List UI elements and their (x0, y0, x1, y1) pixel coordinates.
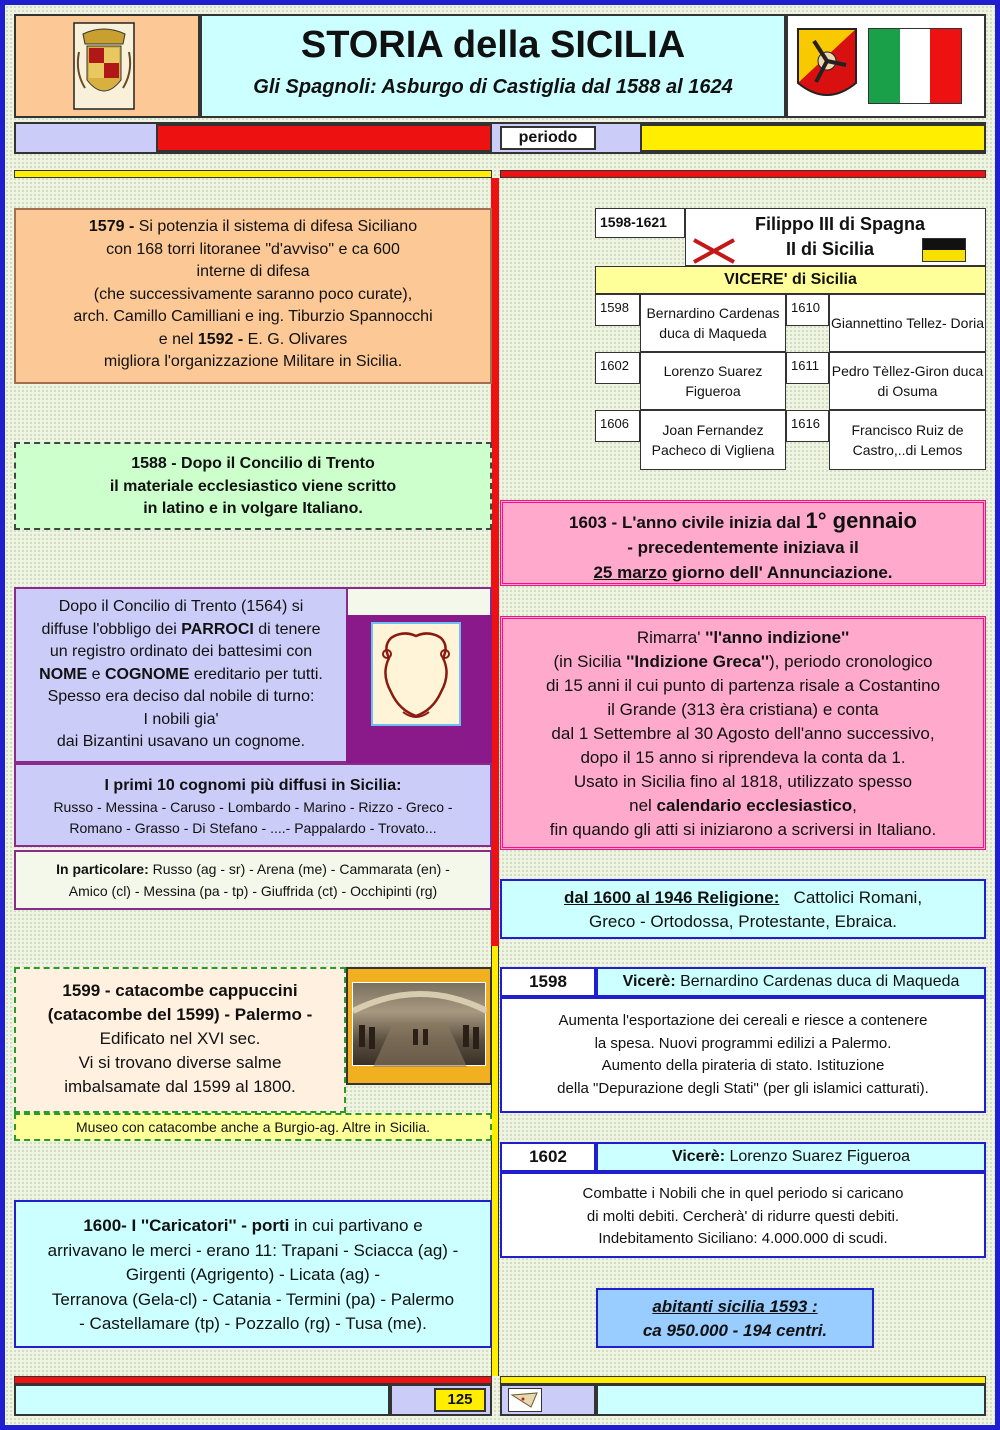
viceroy-name: Pedro Tèllez-Giron duca di Osuma (829, 352, 986, 410)
v1602-header (596, 1142, 986, 1172)
nome-keyword: NOME (39, 665, 88, 683)
difesa-line1: Si potenzia il sistema di difesa Siciliano (134, 218, 418, 235)
viceroy-year: 1602 (595, 352, 640, 384)
parroci-line1: Dopo il Concilio di Trento (1564) si (58, 598, 304, 615)
viceroy-year: 1616 (786, 410, 829, 442)
indizione-line2-rest: ), periodo cronologico (769, 652, 933, 671)
venticinque-marzo: 25 marzo (593, 563, 668, 582)
museo-box: Museo con catacombe anche a Burgio-ag. Altre in Sicilia. (14, 1113, 492, 1141)
viceroy-year: 1598 (595, 294, 640, 326)
page-title: STORIA della SICILIA (300, 24, 686, 66)
cognomi-line2: Romano - Grasso - Di Stefano - ....- Pappalardo - Trovato... (69, 820, 437, 836)
indizione-line9: fin quando gli atti si iniziarono a scriversi in Italiano. (549, 820, 937, 839)
parroci-line2-post: di tenere (253, 620, 321, 638)
burgundy-cross-flag (692, 238, 736, 264)
vicere-label: Vicerè: (671, 1148, 726, 1165)
page-number: 125 (434, 1388, 486, 1412)
v1598-name: Bernardino Cardenas duca di Maqueda (675, 973, 960, 990)
abitanti-title: abitanti sicilia 1593 : (652, 1297, 818, 1316)
gennaio-line1: 1603 - L'anno civile inizia dal (569, 513, 806, 532)
parroci-line7: dai Bizantini usavano un cognome. (56, 733, 306, 750)
indizione-line5: dal 1 Settembre al 30 Agosto dell'anno successivo, (551, 724, 935, 743)
sicily-trinacria-flag (796, 27, 858, 107)
indizione-line8-post: , (852, 796, 857, 815)
viceroy-year: 1610 (786, 294, 829, 326)
caricatori-line5: - Castellamare (tp) - Pozzallo (rg) - Tusa (me). (79, 1314, 427, 1333)
difesa-line6: E. G. Olivares (243, 330, 348, 348)
particolare-box (14, 850, 492, 910)
indizione-line3: di 15 anni il cui punto di partenza risale a Costantino (545, 676, 941, 695)
cognomi-line1: Russo - Messina - Caruso - Lombardo - Marino - Rizzo - Greco - (53, 799, 453, 815)
caricatori-line1: in cui partivano e (289, 1216, 423, 1235)
caricatori-title: 1600- I ''Caricatori'' - porti (83, 1216, 290, 1235)
cognomi-box (14, 763, 492, 847)
concilio-box (14, 442, 492, 530)
v1598-line2: la spesa. Nuovi programmi edilizi a Palermo. (594, 1034, 892, 1052)
catacombe-line2: (catacombe del 1599) - Palermo - (47, 1005, 313, 1024)
difesa-line3: interne di difesa (196, 263, 310, 280)
cognomi-title: I primi 10 cognomi più diffusi in Sicilia: (104, 777, 402, 794)
caricatori-line4: Terranova (Gela-cl) - Catania - Termini (pa) - Palermo (51, 1289, 455, 1309)
parroci-keyword: PARROCI (181, 620, 254, 638)
viceroy-year: 1611 (786, 352, 829, 384)
indizione-line2-pre: (in Sicilia (553, 652, 627, 671)
viceroy-name: Francisco Ruiz de Castro,..di Lemos (829, 410, 986, 470)
sicily-map-thumbnail (508, 1388, 542, 1412)
caricatori-box (14, 1200, 492, 1348)
v1598-line3: Aumento della pirateria di stato. Istituzione (601, 1057, 885, 1074)
viceroy-name: Lorenzo Suarez Figueroa (640, 352, 786, 410)
left-top-yellow-bar (14, 170, 492, 178)
indizione-line4: il Grande (313 èra cristiana) e conta (607, 700, 879, 719)
indizione-greca: ''Indizione Greca'' (626, 652, 770, 671)
indizione-box (500, 616, 986, 850)
anno-indizione: ''l'anno indizione'' (705, 628, 850, 647)
periodo-yellow-bar (640, 124, 986, 152)
v1598-year: 1598 (500, 967, 596, 997)
v1602-line3: Indebitamento Siciliano: 4.000.000 di scudi. (598, 1230, 888, 1247)
right-top-red-bar (500, 170, 986, 178)
catacombe-box (14, 967, 346, 1113)
catacombe-line4: Vi si trovano diverse salme (78, 1053, 282, 1072)
difesa-year: 1579 - (88, 218, 135, 235)
parroci-box (14, 587, 348, 763)
difesa-line6-pre: e nel (158, 330, 198, 348)
v1598-header (596, 967, 986, 997)
gennaio-line3: giorno dell' Annunciazione. (667, 563, 893, 582)
vicere-label: Vicerè: (622, 973, 676, 990)
difesa-box (14, 208, 492, 384)
v1598-line4: della "Depurazione degli Stati" (per gli islamici catturati). (557, 1079, 929, 1097)
footer-right-cyan (596, 1384, 986, 1416)
concilio-line1: 1588 - Dopo il Concilio di Trento (131, 455, 375, 472)
timeline-red-line (491, 178, 499, 946)
v1598-line1: Aumenta l'esportazione dei cereali e riesce a contenere (558, 1012, 928, 1029)
periodo-red-bar (156, 124, 492, 152)
timeline-yellow-line (491, 946, 499, 1376)
v1602-line1: Combatte i Nobili che in quel periodo si caricano (582, 1185, 904, 1202)
indizione-line6: dopo il 15 anno si riprendeva la conta da 1. (580, 748, 906, 767)
italian-flag (868, 28, 962, 104)
king-period: 1598-1621 (595, 208, 685, 238)
difesa-line2: con 168 torri litoranee "d'avviso" e ca 600 (106, 240, 400, 258)
v1602-line2: di molti debiti. Cercherà' di ridurre questi debiti. (586, 1207, 900, 1225)
concilio-line2: il materiale ecclesiastico viene scritto (109, 477, 397, 495)
difesa-line4: (che successivamente saranno poco curate), (93, 285, 413, 303)
difesa-year-1592: 1592 - (197, 330, 244, 348)
particolare-line1: Russo (ag - sr) - Arena (me) - Cammarata (en) - (148, 861, 450, 877)
v1602-name: Lorenzo Suarez Figueroa (725, 1148, 911, 1165)
title-panel (200, 14, 786, 118)
concilio-line3: in latino e in volgare Italiano. (143, 500, 363, 517)
parroci-line6: I nobili gia' (143, 710, 219, 728)
parroci-line4-post: ereditario per tutti. (189, 665, 323, 683)
v1598-box (500, 997, 986, 1113)
parroci-line3: un registro ordinato dei battesimi con (49, 643, 313, 660)
calendario-ecclesiastico: calendario ecclesiastico (656, 796, 853, 815)
abitanti-value: ca 950.000 - 194 centri. (642, 1321, 828, 1340)
parroci-line4-mid: e (87, 665, 105, 683)
abitanti-box (596, 1288, 874, 1348)
catacombe-line3: Edificato nel XVI sec. (99, 1029, 261, 1048)
cartouche-image (371, 622, 461, 726)
v1602-box (500, 1172, 986, 1258)
religione-title: dal 1600 al 1946 Religione: (563, 888, 780, 907)
religione-box (500, 879, 986, 939)
gennaio-box (500, 500, 986, 586)
palermo-coat-of-arms (73, 22, 135, 110)
viceroy-name: Bernardino Cardenas duca di Maqueda (640, 294, 786, 352)
page-subtitle: Gli Spagnoli: Asburgo di Castiglia dal 1588 al 1624 (253, 76, 733, 98)
indizione-line1-pre: Rimarra' (636, 628, 706, 647)
catacombe-line5: imbalsamate dal 1599 al 1800. (64, 1077, 296, 1096)
catacombe-photo (352, 982, 486, 1066)
cognome-keyword: COGNOME (104, 665, 190, 683)
difesa-line5: arch. Camillo Camilliani e ing. Tiburzio Spannocchi (73, 308, 433, 325)
v1602-year: 1602 (500, 1142, 596, 1172)
vicere-title: VICERE' di Sicilia (595, 266, 986, 294)
parroci-line5: Spesso era deciso dal nobile di turno: (47, 688, 315, 705)
catacombe-line1: 1599 - catacombe cappuccini (62, 981, 298, 1000)
footer-left-cyan (14, 1384, 390, 1416)
religione-line1: Cattolici Romani, (779, 888, 923, 907)
viceroy-year: 1606 (595, 410, 640, 442)
periodo-label: periodo (500, 126, 596, 150)
indizione-line7: Usato in Sicilia fino al 1818, utilizzato spesso (573, 772, 913, 791)
caricatori-line2: arrivavano le merci - erano 11: Trapani - Sciacca (ag) - (47, 1240, 459, 1260)
yellow-black-flag (922, 238, 966, 262)
caricatori-line3: Girgenti (Agrigento) - Licata (ag) - (125, 1265, 381, 1284)
viceroy-name: Joan Fernandez Pacheco di Vigliena (640, 410, 786, 470)
particolare-line2: Amico (cl) - Messina (pa - tp) - Giuffrida (ct) - Occhipinti (rg) (68, 883, 438, 899)
difesa-line7: migliora l'organizzazione Militare in Sicilia. (103, 353, 403, 370)
particolare-label: In particolare: (56, 861, 149, 877)
gennaio-line2: - precedentemente iniziava il (627, 538, 859, 557)
king-name: Filippo III di Spagna (755, 214, 925, 234)
footer-left-red-bar (14, 1376, 492, 1384)
indizione-line8-pre: nel (629, 796, 657, 815)
footer-right-yellow-bar (500, 1376, 986, 1384)
primo-gennaio: 1° gennaio (805, 508, 917, 533)
parroci-line2-pre: diffuse l'obbligo dei (41, 620, 182, 638)
viceroy-name: Giannettino Tellez- Doria (829, 294, 986, 352)
religione-line2: Greco - Ortodossa, Protestante, Ebraica. (588, 912, 898, 931)
king-title: II di Sicilia (785, 239, 875, 259)
